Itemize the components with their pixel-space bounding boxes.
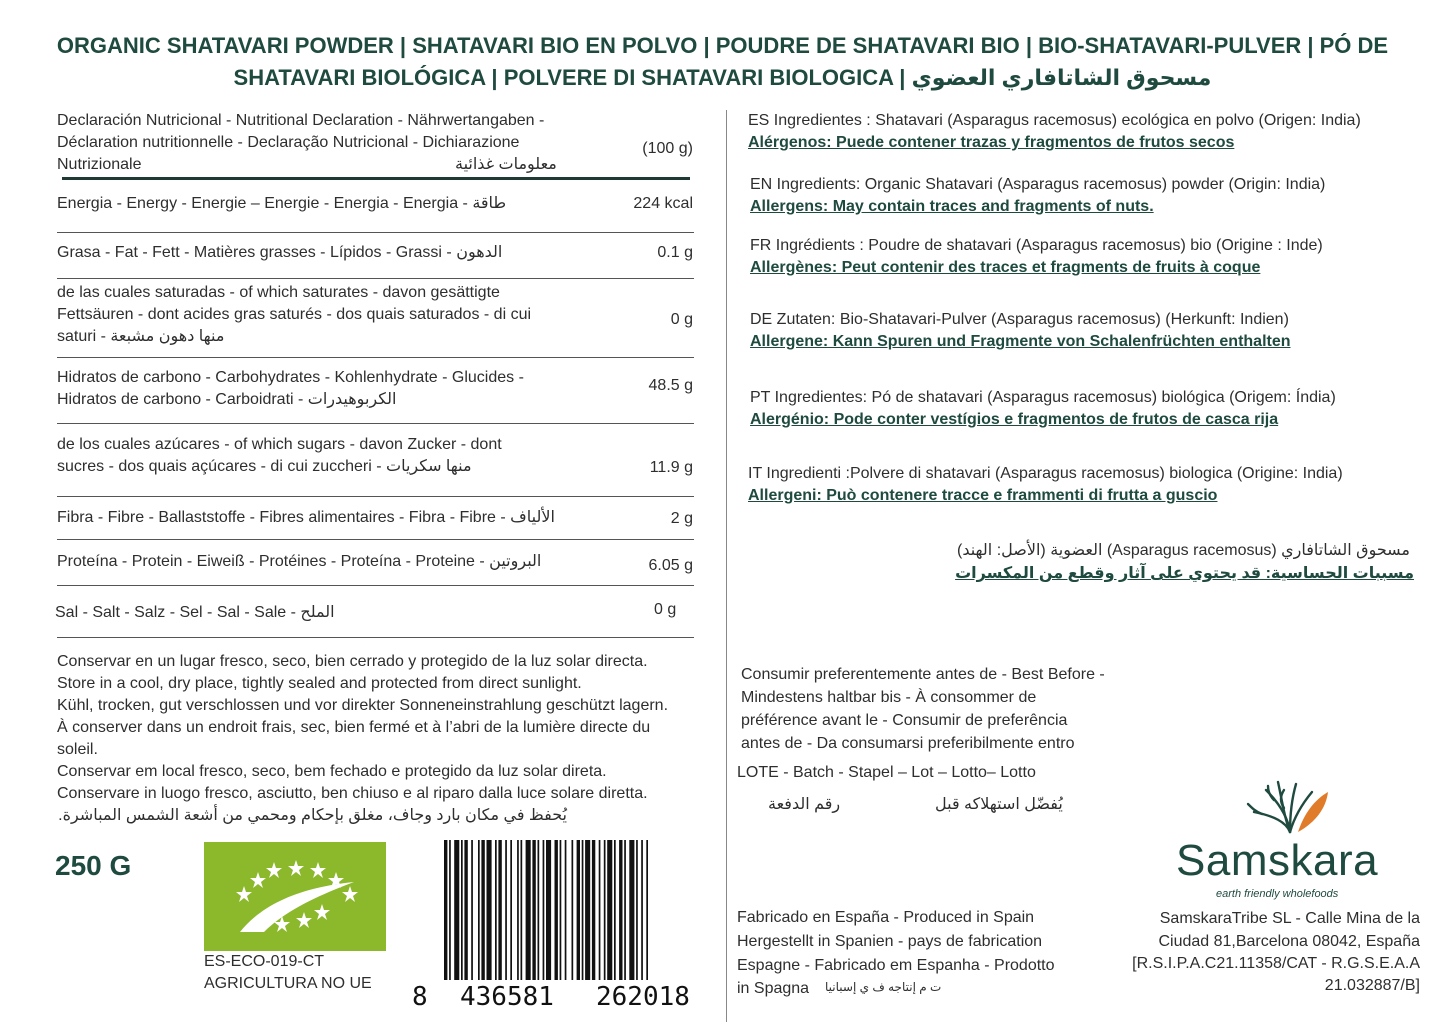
barcode-bar: [619, 840, 622, 980]
storage-line-pt: Conservar em local fresco, seco, bem fechado e protegido da luz solar direta.: [57, 763, 607, 780]
nutrition-row-fibre-value: 2 g: [670, 510, 693, 527]
barcode-bar: [461, 840, 463, 980]
barcode-bar: [521, 840, 523, 980]
barcode-digits-right: 262018: [596, 982, 690, 1012]
ingredients-en: EN Ingredients: Organic Shatavari (Asparagus racemosus) powder (Origin: India): [750, 176, 1326, 193]
barcode-bar: [444, 840, 447, 980]
barcode-bar: [565, 840, 567, 980]
ingredients-es: ES Ingredientes : Shatavari (Asparagus racemosus) ecológica en polvo (Origen: India): [748, 112, 1361, 129]
nutrition-row-carbs-label1: Hidratos de carbono - Carbohydrates - Kohlenhydrate - Glucides -: [57, 369, 524, 386]
nutrition-divider: [57, 278, 694, 279]
storage-line-it: Conservare in luogo fresco, asciutto, ben chiuso e al riparo dalla luce solare diretta.: [57, 785, 648, 802]
barcode-digits-left: 436581: [460, 982, 554, 1012]
allergens-it: Allergeni: Può contenere tracce e frammenti di frutta a guscio: [748, 487, 1218, 504]
barcode-bar: [471, 840, 473, 980]
nutrition-divider: [57, 232, 694, 233]
allergens-en: Allergens: May contain traces and fragments of nuts.: [750, 198, 1154, 215]
nutrition-per-amount: (100 g): [642, 140, 693, 157]
barcode-bar: [517, 840, 519, 980]
barcode-bar: [604, 840, 606, 980]
storage-line-es: Conservar en un lugar fresco, seco, bien cerrado y protegido de la luz solar directa.: [57, 653, 648, 670]
nutrition-row-protein-label: Proteína - Protein - Eiweiß - Protéines - Proteína - Proteine - البروتين: [57, 553, 542, 570]
storage-line-ar: يُحفظ في مكان بارد وجاف، مغلق بإحكام ومحمي من أشعة الشمس المباشرة.: [58, 807, 567, 824]
barcode-bar: [641, 840, 643, 980]
barcode-bar: [538, 840, 540, 980]
nutrition-row-fat-value: 0.1 g: [657, 244, 693, 261]
barcode-bar: [646, 840, 648, 980]
allergens-de: Allergene: Kann Spuren und Fragmente von Schalenfrüchten enthalten: [750, 333, 1291, 350]
nutrition-row-saturates-label3: saturi - منها دهون مشبعة: [57, 328, 225, 345]
barcode-bar: [532, 840, 535, 980]
ingredients-ar: مسحوق الشاتافاري (Asparagus racemosus) العضوية (الأصل: الهند): [957, 542, 1410, 559]
ingredients-it: IT Ingredienti :Polvere di shatavari (Asparagus racemosus) biologica (Origine: India): [748, 465, 1343, 482]
nutrition-row-energy-label: Energia - Energy - Energie – Energie - Energia - Energia - طاقة: [57, 195, 507, 212]
ingredients-fr: FR Ingrédients : Poudre de shatavari (Asparagus racemosus) bio (Origine : Inde): [750, 237, 1323, 254]
barcode-bar: [481, 840, 484, 980]
barcode-bar: [543, 840, 545, 980]
barcode-digit-prefix: 8: [412, 982, 428, 1012]
barcode-bar: [555, 840, 558, 980]
best-before-line1: Consumir preferentemente antes de - Best Before -: [741, 666, 1105, 683]
nutrition-row-fat-label: Grasa - Fat - Fett - Matières grasses - Lípidos - Grassi - الدهون: [57, 244, 503, 261]
barcode-bar: [572, 840, 574, 980]
nutrition-divider: [57, 585, 694, 586]
barcode-bar: [464, 840, 467, 980]
origin-line2: Hergestellt in Spanien - pays de fabrication: [737, 933, 1043, 950]
company-line4: 21.032887/B]: [1324, 977, 1420, 994]
nutrition-row-saturates-label2: Fettsäuren - dont acides gras saturés - dos quais saturados - di cui: [57, 306, 532, 323]
barcode-bar: [614, 840, 616, 980]
lot-label-ar: رقم الدفعة: [768, 796, 841, 813]
lot-label: LOTE - Batch - Stapel – Lot – Lotto– Lotto: [737, 764, 1036, 781]
column-divider: [726, 110, 727, 1022]
nutrition-header-line1: Declaración Nutricional - Nutritional Declaration - Nährwertangaben -: [57, 112, 545, 129]
nutrition-row-sugars-value: 11.9 g: [649, 459, 693, 476]
barcode-bar: [599, 840, 601, 980]
nutrition-row-sugars-label1: de los cuales azúcares - of which sugars - davon Zucker - dont: [57, 436, 502, 453]
barcode-bar: [487, 840, 492, 980]
best-before-ar: يُفضّل استهلاكه قبل: [935, 796, 1063, 813]
nutrition-row-protein-value: 6.05 g: [648, 557, 693, 574]
nutrition-row-sugars-label2: sucres - dos quais açúcares - di cui zuccheri - منها سكريات: [57, 458, 472, 475]
origin-line3: Espagne - Fabricado em Espanha - Prodotto: [737, 957, 1055, 974]
company-line2: Ciudad 81,Barcelona 08042, España: [1158, 933, 1420, 950]
barcode-bar: [478, 840, 480, 980]
storage-line-en: Store in a cool, dry place, tightly sealed and protected from direct sunlight.: [57, 675, 582, 692]
ingredients-pt: PT Ingredientes: Pó de shatavari (Asparagus racemosus) biológica (Origem: Índia): [750, 389, 1336, 406]
storage-line-fr-cont: soleil.: [57, 741, 98, 758]
allergens-fr: Allergènes: Peut contenir des traces et fragments de fruits à coque: [750, 259, 1261, 276]
nutrition-row-saturates-value: 0 g: [670, 311, 693, 328]
storage-line-fr: À conserver dans un endroit frais, sec, bien fermé et à l’abri de la lumière directe du: [57, 719, 651, 736]
ingredients-de: DE Zutaten: Bio-Shatavari-Pulver (Asparagus racemosus) (Herkunft: Indien): [750, 311, 1289, 328]
barcode-bar: [560, 840, 562, 980]
storage-line-de: Kühl, trocken, gut verschlossen und vor direkter Sonneneinstrahlung geschützt lagern.: [57, 697, 669, 714]
best-before-line4: antes de - Da consumarsi preferibilmente entro: [741, 735, 1075, 752]
nutrition-row-salt-value: 0 g: [654, 601, 677, 618]
brand-tagline: earth friendly wholefoods: [1216, 888, 1339, 900]
barcode-bar: [585, 840, 590, 980]
nutrition-divider: [57, 539, 694, 540]
eu-organic-leaf-icon: [204, 842, 386, 951]
allergens-es: Alérgenos: Puede contener trazas y fragmentos de frutos secos: [748, 134, 1235, 151]
nutrition-header-line2: Déclaration nutritionnelle - Declaração Nutricional - Dichiarazione: [57, 134, 520, 151]
best-before-line3: préférence avant le - Consumir de preferência: [741, 712, 1068, 729]
nutrition-header-arabic: معلومات غذائية: [455, 156, 557, 173]
barcode-bar: [495, 840, 497, 980]
barcode-bar: [607, 840, 612, 980]
barcode-bar: [449, 840, 451, 980]
coral-leaf-icon: [1244, 778, 1336, 834]
barcode-bar: [510, 840, 512, 980]
origin-line1: Fabricado en España - Produced in Spain: [737, 909, 1035, 926]
nutrition-header-rule: [62, 177, 690, 180]
eu-organic-code: ES-ECO-019-CT: [204, 953, 325, 970]
eu-organic-origin: AGRICULTURA NO UE: [204, 975, 372, 992]
barcode-bar: [577, 840, 580, 980]
allergens-ar: مسببات الحساسية: قد يحتوي على آثار وقطع من المكسرات: [955, 565, 1414, 582]
origin-line4: in Spagna: [737, 980, 810, 997]
company-line3: [R.S.I.P.A.C21.11358/CAT - R.G.S.E.A.A: [1132, 955, 1420, 972]
barcode-bar: [636, 840, 638, 980]
nutrition-row-saturates-label1: de las cuales saturadas - of which saturates - davon gesättigte: [57, 284, 500, 301]
nutrition-header-line3: Nutrizionale: [57, 156, 142, 173]
barcode-bar: [629, 840, 634, 980]
best-before-line2: Mindestens haltbar bis - À consommer de: [741, 689, 1037, 706]
barcode-bar: [546, 840, 551, 980]
product-title: ORGANIC SHATAVARI POWDER | SHATAVARI BIO EN POLVO | POUDRE DE SHATAVARI BIO | BIO-SHATAVARI-PULVER | PÓ DE SHATAVARI BIOLÓGICA | POLVERE DI SHATAVARI BIOLOGICA | مسحوق الشاتافاري العضوي: [56, 33, 1389, 90]
brand-name: Samskara: [1176, 836, 1379, 885]
nutrition-row-carbs-value: 48.5 g: [648, 377, 693, 394]
barcode-bar: [592, 840, 595, 980]
nutrition-divider: [57, 423, 694, 424]
barcode-bar: [505, 840, 507, 980]
barcode-bar: [454, 840, 459, 980]
nutrition-row-carbs-label2: Hidratos de carbono - Carboidrati - الكربوهيدرات: [57, 391, 397, 408]
nutrition-row-salt-label: Sal - Salt - Salz - Sel - Sal - Sale - الملح: [55, 604, 335, 621]
barcode-bar: [526, 840, 531, 980]
nutrition-divider: [57, 496, 694, 497]
allergens-pt: Alergénio: Pode conter vestígios e fragmentos de frutos de casca rija: [750, 411, 1279, 428]
barcode-bar: [498, 840, 501, 980]
nutrition-row-energy-value: 224 kcal: [633, 195, 693, 212]
nutrition-divider: [57, 357, 694, 358]
barcode-bar: [582, 840, 584, 980]
barcode: [440, 840, 712, 980]
net-weight: 250 G: [55, 850, 132, 881]
barcode-bar: [624, 840, 626, 980]
origin-arabic: ت م إنتاجه ف ي إسبانيا: [825, 980, 942, 994]
company-line1: SamskaraTribe SL - Calle Mina de la: [1159, 910, 1420, 927]
nutrition-row-fibre-label: Fibra - Fibre - Ballaststoffe - Fibres alimentaires - Fibra - Fibre - الألياف: [57, 509, 555, 526]
nutrition-divider: [57, 637, 694, 638]
